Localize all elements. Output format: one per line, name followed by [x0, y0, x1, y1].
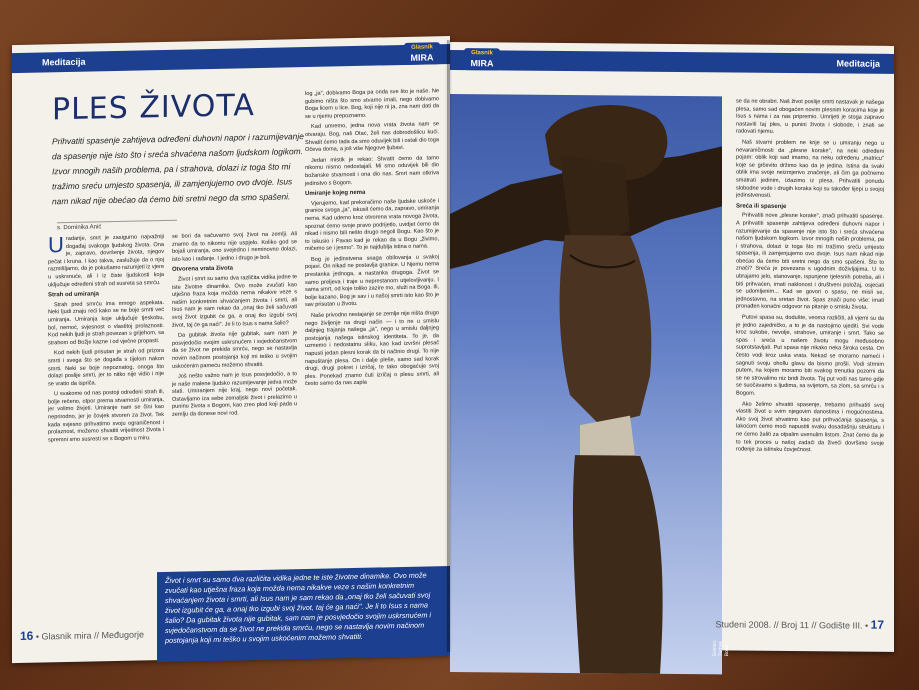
paragraph: Kod nekih ljudi prisutan je strah od prizora smrti i svega što se događa s tijelom nakon smrti. Neki se boje nepoznatog, onoga što dolazi poslije smrti, jer to nitko nije vidio i nije se vratio da ispriča.	[48, 348, 164, 388]
page-number: 16	[20, 628, 34, 644]
article-lead: Prihvatiti spasenje zahtijeva određeni duhovni napor i razumijevanje da spasenje nije isto što i sreća shvaćena našom ljudskom logikom. Izvor mnogih naših problema, pa i strahova, dolazi iz toga što mi tražimo sreću umjesto spasenja, ili zamjenjujemo ovo dvoje. Isus nam nikad nije obećao da ćemo biti sretni nego da smo spašeni.	[52, 131, 304, 207]
left-footer	[20, 626, 144, 643]
paragraph: Ako želimo shvatiti spasenje, trebamo prihvatiti svoj vlastiti život u svim njegovim danostima i mogućnostima. Ako svoj život shvatimo kao put prihvaćanja spasenja, s lakoćom ćemo moći napustiti svaku dosadašnju strukturu i ne ćemo žaliti za otpalim uvenulim listom. Znat ćemo da je to tek proces u našoj zadaći da živeći dovršimo svoje rođenje za istinsku čovječnost.	[736, 401, 884, 454]
footer-text: Studeni 2008. // Broj 11 // Godište III. •	[715, 619, 869, 631]
paragraph: radanje, smrt je zasigurno najvažniji događaj svakoga ljudskog života. Ona je, zapravo, dovršenje života, njegov pečat i kruna. I kao takva, zaslužuje da o njoj razmišljamo, da je pokušamo razumjeti iz vjere u uskrsnuće, ali i iz čiste ljudskosti koja uključuje određeni strah od susreta sa smrću.	[48, 233, 164, 288]
paragraph: U svakome od nas postoji određeni strah ili, bolje rečeno, otpor prema stvarnosti umiranja, jer volimo živjeti. Umiranje nam se čini kao neprirodno, jer je čovjek stvoren za život. Tek kada svjesno prihvatimo svoju ograničenost i prolaznost, možemo shvatiti vrijednost života i spremni smo susresti se s Bogom u miru.	[48, 389, 164, 444]
book-spine-shadow	[447, 40, 452, 652]
paragraph: Putovi spasa su, dodušte, veoma različiti, ali vjerni su da je jedno zajedničko, a to je da nastojimo ujediti. Svi vode kroz sukobe, nevolje, strahove, umiranje i smrt. Tako se spas i sreća u našem životu mogu međusobno suprotstavljati. Put spasa nije nikako neka široka cesta. On često vodi kroz uska vrata. Nekad se moramo nameći i sagnuti svoju ohollu glavu da bismo prošli. Vodi strmim putem, na kojem moramo biti svakog trenutka pozorni da se ne strovalimo niz bridi života. Taj put vodi nas tamo gdje se suočavamo s ljudima, sa svijetom, sa zlom, sa smrću i s Bogom.	[736, 314, 884, 397]
pull-quote: Život i smrt su samo dva različita vidika jedne te iste životne dinamike. Ovo može zvučati kao utješna fraza koja možda nema nikakve veze s našim konkretnim shvaćanjem života i smrti, ali Isus nam je sam rekao da „onaj tko želi sačuvati svoj život izgubit će ga, a onaj tko izgubi svoj život, taj će ga naći". Je li to Isus s nama šalio? Da gubitak života nije gubitak, sam nam je posvjedočio svojim uskrsnućem i svjedočanstvom da se život ne prekida smrću, nego se nastavlja novim načinom postojanja koji mi teško u svojim uskoćenim možemo shvatiti.	[157, 566, 450, 662]
article-title: PLES ŽIVOTA	[52, 88, 255, 128]
paragraph: Bog je jedinstvena snaga obilovanja u svakoj pojavi. On nikad ne postavlja granice. U Njemu nema prestanka jednoga, a nastanka drugoga. Život se samo preljeva i traje u neprestanom utjelovljivanju. I sama smrt, od koje toliko zazire mo, služi na Boga. Ili, bolje kazano, Bog je sav i u našoj smrti isto kao što je sav prisutan u životu.	[305, 254, 439, 309]
subheading: Strah od umiranja	[48, 291, 100, 299]
left-page	[12, 36, 450, 663]
logo-top: Glasnik	[411, 44, 433, 51]
paragraph: Naše privodno nestajanje se zemlje nije ništa drugo nego življenje na drugi način — i to ne u smislu daljnjeg trajanja našega „ja", nego u smislu daljnjeg postojanja našega istinskog identiteta. To je, da uzmemo i nedostatnu sliku, kao kad izvršni plesač napusti jedan plesni korak da bi načinio drugi. To nije napuštanje plesa. On i dalje pleše, samo sad korak drugi, drugi pokret i izričaj, te tako obogaćuje svoj ples. Ponekad znamo čuti izričaj o plesu smrti, ali često samo da nas zapla	[305, 310, 439, 388]
left-header-bar	[12, 44, 450, 73]
crucifix-illustration	[450, 94, 722, 674]
section-label: Meditacija	[836, 58, 880, 69]
paragraph: Još nešto važno nam je Isus posvjedočio, a to je naše malene ljudsko razumijevanje jedva može stati. Umiranjem nije kraj, nego novi početak. Ostavljamo iza sebe zemaljski život i prelazimo u puninu života s Bogom, kao zreo plod koji pada u zemlju da donese novi rod.	[172, 371, 297, 418]
subheading: Umiranje kojeg nema	[305, 189, 366, 198]
right-header-bar	[450, 50, 894, 74]
photo-credit: Snimio: Turbok Boké	[712, 639, 730, 657]
paragraph: Da gubitak života nije gubitak, sam nam je posvjedočio svojim uskrsnućem i svjedočanstvom da se život ne prekida smrću, nego se nastavlja novim načinom postojanja koji mi teško u svojim uskoćenim pameću možemo shvatiti.	[172, 330, 297, 370]
subheading: Otvorena vrata života	[172, 265, 234, 274]
subheading: Sreća ili spasenje	[736, 203, 787, 210]
paragraph: se bori da sačuvamo svoj život na zemlji. Ali znamo da to nikomu nije uspjelo. Koliko god se bojali umiranja, ono svejedno i neminovno dolazi, isto kao i rađanje. I jedno i drugo je boli.	[172, 231, 297, 263]
text-column-1	[48, 234, 164, 448]
paragraph: Vjerujemo, kad prekoračimo naše ljudske uskoće i granice svoga „ja", iskusit ćemo da, zapravo, umiranja nema. Kad udemo kroz otvorena vrata novoga života, spoznat ćemo svoje pravo podrijetlo, uvidjet ćemo da nikad i nismo bili nešto drugo negoli Bogu. Kao što je to iskusio i Pavao kad je rekao da u Bogu „živimo, mičemo se i jesmo". To je najdublja istina o nama.	[305, 197, 439, 253]
crucifix-photo	[450, 94, 730, 674]
logo-top: Glasnik	[471, 50, 493, 57]
paragraph: log „ja", dobivamo Boga pa onda sve što je naše. Ne gubimo ništa što smo stvarno imali, nego dobivamo Boga licem u lice. Bog, koji nije ni ja, zna nam dati da se u njemu prepoznamo.	[305, 88, 439, 120]
right-footer	[716, 616, 884, 631]
magazine-logo	[464, 48, 500, 70]
author-byline: s. Dominika Anić	[57, 220, 177, 232]
text-column-4	[736, 98, 884, 458]
paragraph: Jedan mistik je rekao: Shvatit ćemo da tamo nikomu nismo nedostajali. Mi smo oduvijek bili dio božanske stvarnosti i ona dio nas. Smrt nam otkriva jedinstvo s Bogom.	[305, 154, 439, 187]
paragraph: Život i smrt su samo dva različita vidika jedne te iste životne dinamike. Ovo može zvučati kao utješna fraza koja možda nema nikakve veze s našim konkretnim shvaćanjem života i smrti, ali Isus nam je sam rekao da „onaj tko želi sačuvati svoj život izgubit će ga, a onaj tko izgubi svoj život, taj će ga naći". Je li to Isus s nama šalio?	[172, 274, 297, 329]
paragraph: Kad umremo, jedna nova vrata života nam se otvaraju. Bog, naš Otac, želi nas dobrodošlicu kući. Shvatit ćemo tada da smo oduvijek bili i ostali dio toga Očeva doma, a još više Njegove ljubavi.	[305, 121, 440, 154]
paragraph: Prihvatiti nove „plesne korake", znači prihvatiti spasenje. A prihvatiti spasenje zahtijeva određeni duhovni napor i razumijevanje da spasenje nije isto što i sreća shvaćena našom ljudskom logikom. Izvor mnogih naših problema, pa i strahova, dolazi iz toga što mi tražimo sreću umjesto spasenja, ili zamjenjujemo ovo dvoje. Isus nam nikad nije obećao da ćemo biti sretni nego da smo spašeni. Što to znači? Sreća je povezana s ugodnim doživljajima. U to ubrajamo jelo, stanovanje, ispunjene tjelesnih potreba, ali i biti prihvaćen, imati naklonost i društveni položaj, osjećati se udomljenim... Kad se govori o spasu, ne misli se, jednostavno, na sretan život. Spas znači puno više: imati pronađen konačni odgovor na pitanje o smislu života.	[736, 212, 884, 312]
text-column-2	[172, 231, 297, 422]
magazine-logo	[404, 42, 440, 65]
logo-bottom: MIRA	[410, 52, 434, 63]
text-column-3	[305, 88, 439, 392]
footer-text: • Glasnik mira // Međugorje	[35, 629, 145, 642]
paragraph: Naš stvarni problem ne krije se u umiranju nego u nevaraničmosti da „plesne korake", na neki određeni pojam: oblik koji sad imamo, na neku određenu „matricu" koje se grčevito držimo kao da je jedina. Istina da svaki oblik ima svoje neizmjerivo značenje, ali čim ga počnemo smatrati jedinim, izlazimo iz plesa. Prihvatiti ponudu slobodne vode i drugih koraka koji su također lijepi u svojoj jedinstvenosti.	[736, 139, 884, 199]
section-label: Meditacija	[42, 56, 86, 68]
page-number: 17	[870, 617, 884, 632]
right-page	[450, 42, 894, 657]
drop-cap: U	[48, 232, 64, 258]
paragraph: se da ne obrabri. Naš život poslije smrti nastavak je našega plesa, samo sad obogaćen novim plesnim koracima koje je Isus s nama i za nas pripremio. Umrijeti je stoga zapravo nastaviti taj ples, u punini života i slobode, i znati se radovati njemu.	[736, 98, 884, 136]
paragraph: Strah pred smrću ima mnogo aspekata. Neki ljudi znaju reći kako se ne boje smrti već umiranja. Umiranja koje uključuje tjeskobu, bol, nemoć, svjesnost o vlastitoj prolaznosti. Kod nekih ljudi je strah povezan s grijehom, sa strahom od Božje kazne i od vječne propasti.	[48, 299, 164, 347]
logo-bottom: MIRA	[470, 58, 494, 69]
